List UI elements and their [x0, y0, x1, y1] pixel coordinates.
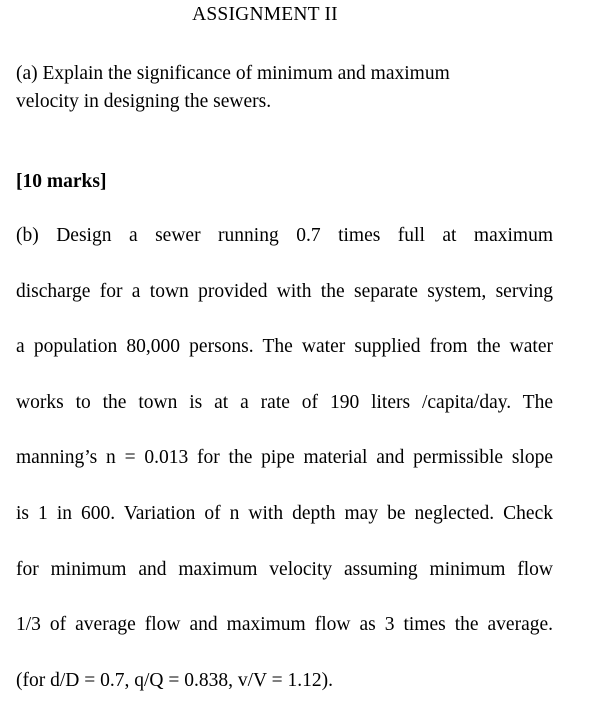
- question-b: [16, 222, 553, 722]
- question-b-line: (b) Design a sewer running 0.7 times full at maximum: [16, 225, 553, 246]
- question-b-line: for minimum and maximum velocity assuming minimum flow: [16, 558, 553, 580]
- question-b-line: works to the town is at a rate of 190 liters /capita/day. The: [16, 391, 553, 413]
- question-b-line: discharge for a town provided with the separate system, serving: [16, 280, 553, 302]
- question-a-text: (a) Explain the significance of minimum and maximum velocity in designing the sewers.: [16, 63, 450, 112]
- question-b-line: manning’s n = 0.013 for the pipe material and permissible slope: [16, 447, 553, 469]
- marks-label: [10 marks]: [16, 171, 107, 192]
- question-b-line: 1/3 of average flow and maximum flow as 3 times the average.: [16, 614, 553, 636]
- question-b-line: is 1 in 600. Variation of n with depth may be neglected. Check: [16, 502, 553, 524]
- question-b-line: (for d/D = 0.7, q/Q = 0.838, v/V = 1.12).: [16, 669, 333, 691]
- assignment-title: ASSIGNMENT II: [192, 4, 338, 25]
- question-b-line: a population 80,000 persons. The water supplied from the water: [16, 336, 553, 358]
